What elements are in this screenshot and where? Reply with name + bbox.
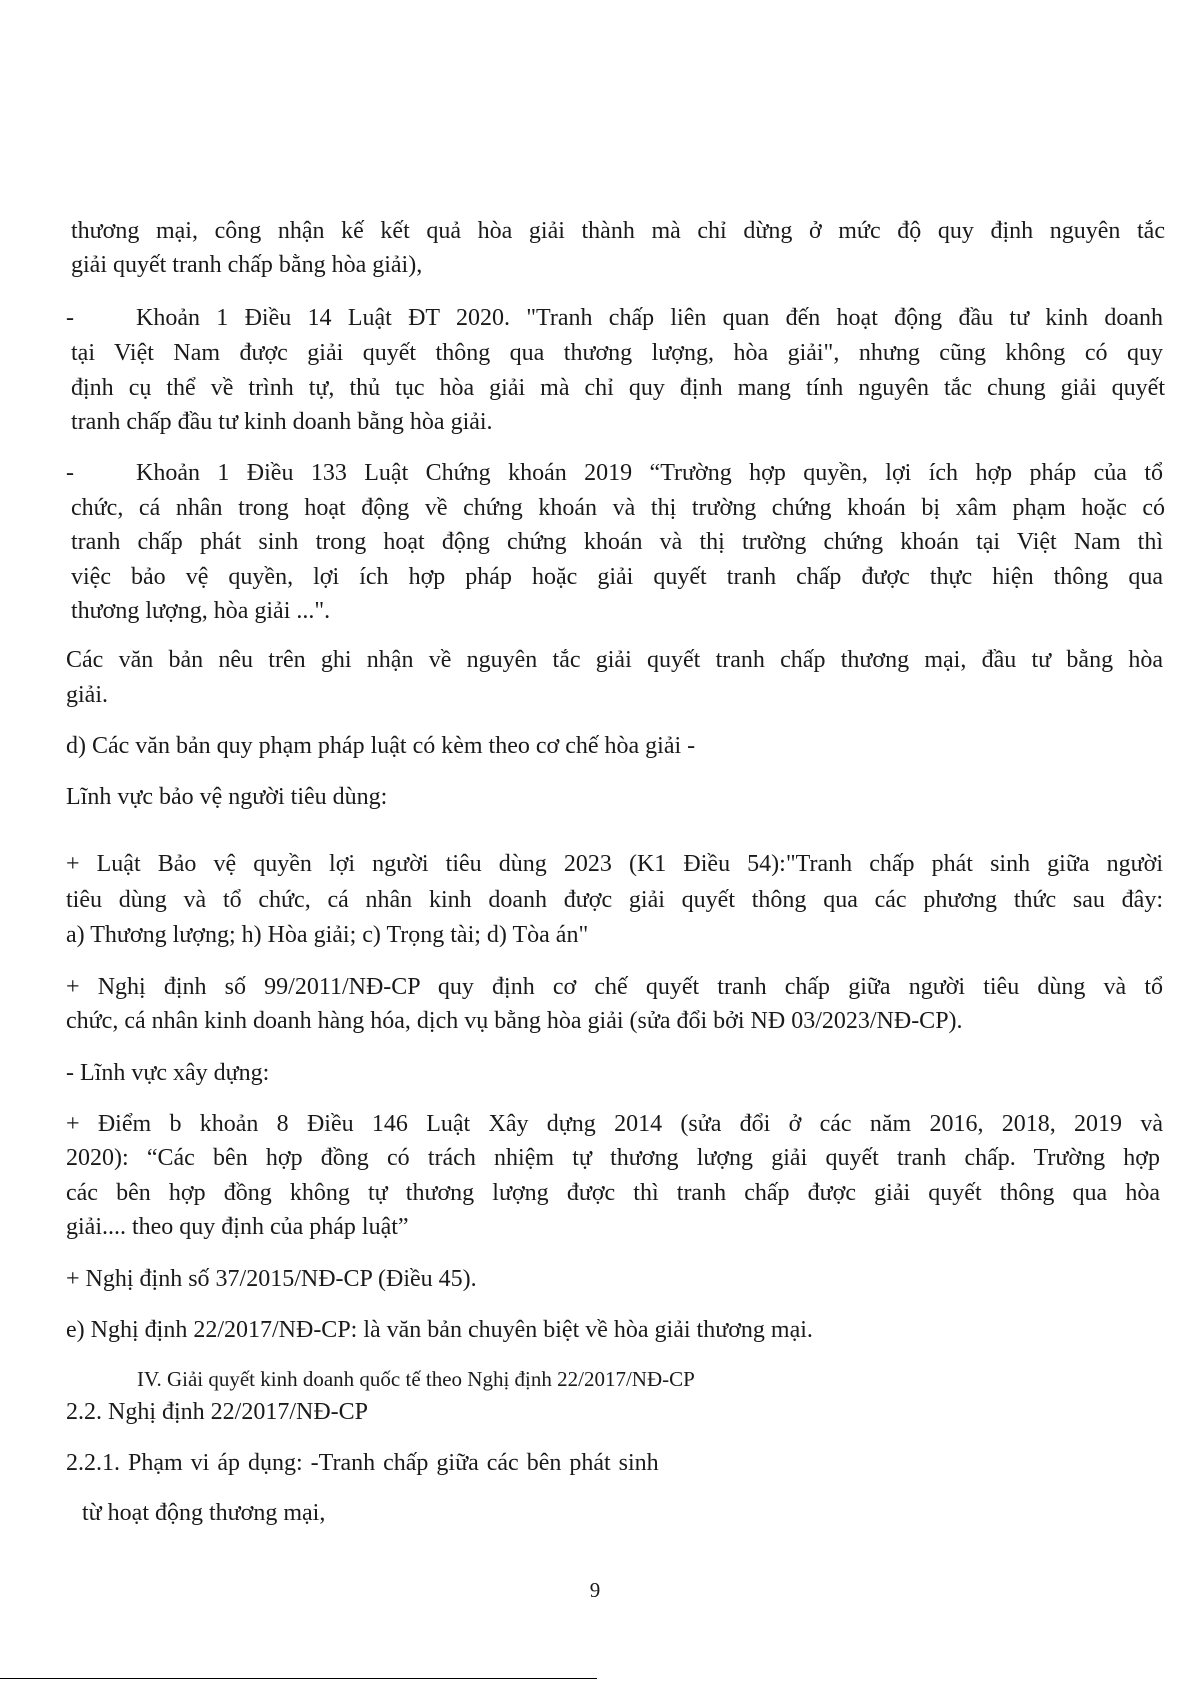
text-line [66,1176,1160,1211]
text-line [66,918,1163,953]
text-span: từ hoạt động thương mại, [82,1500,326,1526]
text-span: + Nghị định số 37/2015/NĐ-CP (Điều 45). [66,1266,477,1292]
text-span: tại Việt Nam được giải quyết thông qua thương lượng, hòa giải", nhưng cũng không có quy [71,340,1163,366]
text-span: 2.2.1. Phạm vi áp dụng: -Tranh chấp giữa các bên phát sinh [66,1450,659,1476]
text-span: chức, cá nhân kinh doanh hàng hóa, dịch vụ bằng hòa giải (sửa đổi bởi NĐ 03/2023/NĐ-CP). [66,1008,963,1034]
paragraph-decree-37 [66,1262,1163,1297]
text-span: thương lượng, hòa giải ...". [71,598,331,624]
text-span: các bên hợp đồng không tự thương lượng được thì tranh chấp được giải quyết thông qua hòa [66,1180,1160,1206]
section-heading-2-2 [66,1395,1163,1430]
text-line [66,678,1163,713]
text-line [66,970,1163,1005]
text-line [66,1107,1163,1142]
text-line [66,1141,1160,1176]
text-span: a) Thương lượng; h) Hòa giải; c) Trọng tài; d) Tòa án" [66,922,589,948]
section-heading-iv [137,1362,1137,1397]
text-line [71,594,1163,629]
text-line [71,336,1163,371]
text-span: tranh chấp đầu tư kinh doanh bằng hòa giải. [71,409,493,435]
text-span: 9 [589,1578,601,1602]
subsection-consumer-protection [66,780,1163,815]
text-line [66,1004,1163,1039]
text-span: giải. [66,682,108,708]
section-heading-e [66,1313,1163,1348]
text-line [71,371,1165,406]
text-span: Lĩnh vực bảo vệ người tiêu dùng: [66,784,388,810]
text-line [71,525,1163,560]
text-line [71,560,1163,595]
text-span: định cụ thể về trình tự, thủ tục hòa giải mà chỉ quy định mang tính nguyên tắc chung giải quyết [71,375,1165,401]
text-span: 2.2. Nghị định 22/2017/NĐ-CP [66,1399,369,1425]
subsection-construction [66,1056,1163,1091]
text-span: chức, cá nhân trong hoạt động về chứng khoán và thị trường chứng khoán bị xâm phạm hoặc có [71,495,1165,521]
text-span: + Nghị định số 99/2011/NĐ-CP quy định cơ chế quyết tranh chấp giữa người tiêu dùng và tổ [66,974,1163,1000]
text-line [71,405,1165,440]
list-marker: - [66,460,74,486]
section-heading-d [66,729,1163,764]
text-line: Khoản 1 Điều 133 Luật Chứng khoán 2019 “Trường hợp quyền, lợi ích hợp pháp của tổ [136,460,1163,486]
text-span: + Luật Bảo vệ quyền lợi người tiêu dùng 2023 (K1 Điều 54):"Tranh chấp phát sinh giữa người [66,851,1163,877]
text-line [66,643,1163,678]
list-marker: - [66,305,74,331]
text-span: + Điểm b khoản 8 Điều 146 Luật Xây dựng 2014 (sửa đổi ở các năm 2016, 2018, 2019 và [66,1111,1163,1137]
text-span: d) Các văn bản quy phạm pháp luật có kèm theo cơ chế hòa giải - [66,733,696,759]
section-heading-2-2-1 [66,1446,1163,1481]
text-line [66,883,1163,918]
text-span: - Lĩnh vực xây dựng: [66,1060,270,1086]
text-line [66,1210,1160,1245]
text-line [66,847,1163,882]
text-line [71,491,1165,526]
text-span: tiêu dùng và tổ chức, cá nhân kinh doanh được giải quyết thông qua các phương thức sau đây: [66,887,1163,913]
text-line: Khoản 1 Điều 14 Luật ĐT 2020. "Tranh chấp liên quan đến hoạt động đầu tư kinh doanh [136,305,1163,331]
text-line-first [66,301,1163,336]
text-span: Các văn bản nêu trên ghi nhận về nguyên tắc giải quyết tranh chấp thương mại, đầu tư bằng hòa [66,647,1163,673]
text-line: thương mại, công nhận kế kết quả hòa giải thành mà chỉ dừng ở mức độ quy định nguyên tắc [71,218,1165,244]
text-span: IV. Giải quyết kinh doanh quốc tế theo Nghị định 22/2017/NĐ-CP [137,1367,695,1391]
text-span: e) Nghị định 22/2017/NĐ-CP: là văn bản chuyên biệt về hòa giải thương mại. [66,1317,813,1343]
text-span: 2020): “Các bên hợp đồng có trách nhiệm tự thương lượng giải quyết tranh chấp. Trường hợp [66,1145,1160,1171]
text-span: việc bảo vệ quyền, lợi ích hợp pháp hoặc giải quyết tranh chấp được thực hiện thông qua [71,564,1163,590]
text-span: tranh chấp phát sinh trong hoạt động chứng khoán và thị trường chứng khoán tại Việt Nam thì [71,529,1163,555]
paragraph-continuation [71,214,1165,249]
text-span: giải.... theo quy định của pháp luật” [66,1214,409,1240]
text-line: giải quyết tranh chấp bằng hòa giải), [71,252,423,278]
text-line [82,1496,1162,1531]
text-line-first [66,456,1163,491]
footer-rule [0,1678,597,1679]
paragraph-continuation-end [71,248,1165,283]
page-number [545,1573,645,1608]
